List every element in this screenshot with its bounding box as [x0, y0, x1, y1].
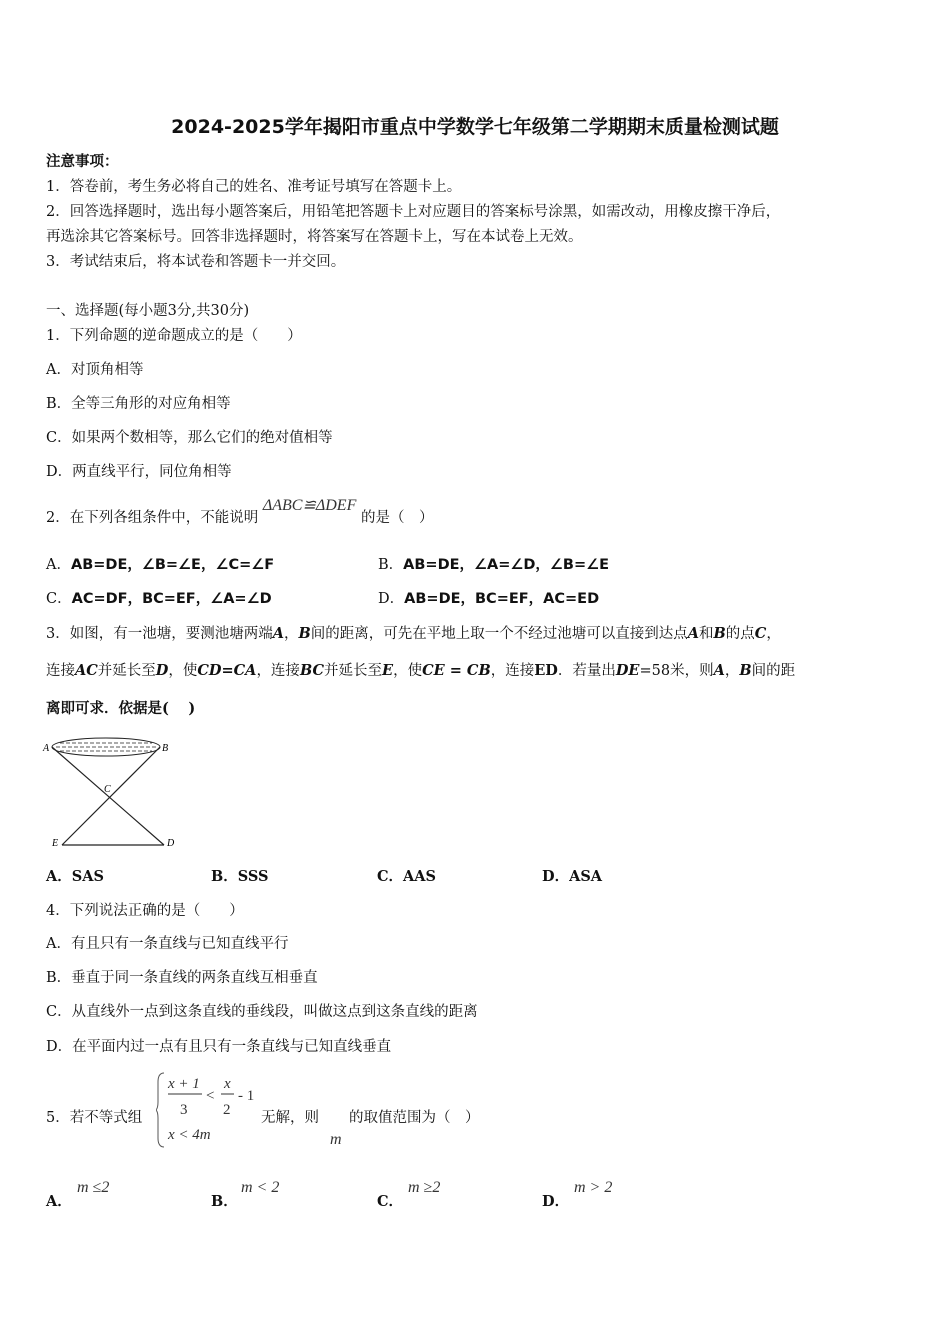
system-brace: [156, 1073, 164, 1147]
q4-option-a: A．有且只有一条直线与已知直线平行: [46, 936, 289, 952]
q4-option-b: B．垂直于同一条直线的两条直线互相垂直: [46, 970, 318, 986]
ineq1-right-numerator: x: [224, 1076, 231, 1092]
q3-text: 连接: [46, 663, 75, 679]
q1-option-b: B．全等三角形的对应角相等: [46, 396, 231, 412]
q2-option-a: [46, 555, 274, 575]
q2-option-d-label: D．: [378, 591, 405, 607]
q5-option-a: m ≤2: [77, 1179, 110, 1196]
q3-text: 的点: [725, 626, 755, 642]
q3-point-e: E: [382, 662, 394, 679]
ineq2: x < 4m: [168, 1127, 211, 1143]
q1-option-d: D．两直线平行，同位角相等: [46, 464, 232, 480]
q3-segment-de: DE: [615, 662, 640, 679]
q2-option-b-text: AB=DE，∠A=∠D，∠B=∠E: [403, 557, 610, 573]
q3-line-1: [46, 624, 781, 644]
label-b: B: [162, 743, 169, 754]
ineq1-right-denominator: 2: [223, 1102, 231, 1118]
q3-text: 3．如图，有一池塘，要测池塘两端: [46, 626, 273, 642]
notice-heading: 注意事项：: [46, 153, 119, 170]
q5-option-d: m > 2: [574, 1179, 613, 1196]
segment-be: [62, 747, 160, 845]
notice-item-1: 1．答卷前，考生务必将自己的姓名、准考证号填写在答题卡上。: [46, 179, 462, 195]
q4-option-c: C．从直线外一点到这条直线的垂线段，叫做这点到这条直线的距离: [46, 1004, 478, 1020]
q2-option-a-label: A．: [46, 557, 71, 573]
q3-point-c: C: [754, 625, 767, 642]
q3-text: ，连接: [490, 663, 535, 679]
q2-option-b: [378, 555, 609, 575]
q2-option-c-text: AC=DF，BC=EF，∠A=∠D: [71, 591, 272, 607]
ineq1-tail: - 1: [238, 1088, 255, 1104]
notice-item-3: 3．考试结束后，将本试卷和答题卡一并交回。: [46, 254, 346, 270]
q3-text: 间的距: [751, 663, 796, 679]
q3-text: ，使: [168, 663, 198, 679]
q5-stem-post: 的取值范围为（ ）: [349, 1110, 480, 1126]
q3-point-a: A: [687, 625, 700, 642]
q5-option-b: m < 2: [241, 1179, 280, 1196]
q3-text: ，: [284, 626, 299, 642]
q3-text: 并延长至: [324, 663, 383, 679]
q3-option-b: B．SSS: [211, 868, 269, 885]
q4-option-d: D．在平面内过一点有且只有一条直线与已知直线垂直: [46, 1039, 392, 1055]
q3-option-d: D．ASA: [542, 868, 603, 885]
q3-text: 和: [699, 626, 714, 642]
q3-option-a: A．SAS: [46, 868, 104, 885]
q3-line-3: 离即可求．依据是( ): [46, 700, 196, 717]
section-heading: 一、选择题(每小题3分,共30分): [46, 303, 250, 319]
label-e: E: [52, 838, 59, 849]
q2-stem-post: 的是（ ）: [360, 510, 434, 526]
q3-point-b: B: [739, 662, 752, 679]
q3-text: ，连接: [256, 663, 300, 679]
q5-option-b-label: B．: [211, 1193, 238, 1210]
q3-point-d: D: [155, 662, 169, 679]
q5-stem-mid: 无解，则: [261, 1110, 319, 1126]
q3-text: 间的距离，可先在平地上取一个不经过池塘可以直接到达点: [310, 626, 688, 642]
q5-option-c-label: C．: [377, 1193, 404, 1210]
q2-congruence-math: ΔABC≌ΔDEF: [262, 497, 357, 514]
q1-option-a: A．对顶角相等: [46, 362, 144, 378]
notice-item-2b: 再选涂其它答案标号。回答非选择题时，将答案写在答题卡上，写在本试卷上无效。: [46, 229, 583, 245]
q3-point-a: A: [713, 662, 725, 679]
q3-point-a: A: [272, 625, 284, 642]
q3-segment-ed: ED: [534, 662, 558, 679]
q5-option-d-label: D．: [542, 1193, 570, 1210]
q3-text: ，使: [393, 663, 423, 679]
ineq1-less-than: <: [206, 1088, 215, 1104]
segment-ad: [52, 747, 164, 845]
q3-text: 并延长至: [97, 663, 156, 679]
ineq1-denominator: 3: [180, 1102, 188, 1118]
q5-option-a-label: A．: [46, 1193, 72, 1210]
q1-stem: 1．下列命题的逆命题成立的是（ ）: [46, 328, 302, 344]
q3-segment-bc: BC: [299, 662, 325, 679]
ineq1-numerator: x + 1: [168, 1076, 200, 1092]
q3-option-c: C．AAS: [377, 868, 437, 885]
page-title: 2024-2025学年揭阳市重点中学数学七年级第二学期期末质量检测试题: [171, 116, 779, 138]
q4-stem: 4．下列说法正确的是（ ）: [46, 903, 244, 919]
q5-option-c: m ≥2: [408, 1179, 441, 1196]
q5-stem-pre: 5．若不等式组: [46, 1110, 143, 1126]
q2-option-c-label: C．: [46, 591, 72, 607]
label-d: D: [167, 838, 175, 849]
q5-inequality-system: [156, 1070, 260, 1150]
pond-triangle-figure: [40, 736, 180, 852]
q2-stem: [46, 497, 434, 528]
label-a: A: [43, 743, 50, 754]
q2-option-a-text: AB=DE，∠B=∠E，∠C=∠F: [70, 557, 275, 573]
q3-equation-cd-ca: CD=CA: [197, 662, 257, 679]
q3-text: ，: [766, 626, 781, 642]
q3-text: ，: [724, 663, 740, 679]
q2-option-d: [378, 589, 599, 609]
q3-point-b: B: [298, 625, 311, 642]
q3-segment-ac: AC: [75, 662, 98, 679]
q5-variable-m: m: [330, 1131, 342, 1148]
q1-option-c: C．如果两个数相等，那么它们的绝对值相等: [46, 430, 333, 446]
q3-line-2: [46, 661, 795, 681]
q3-equation-ce-cb: CE = CB: [422, 662, 491, 679]
label-c: C: [104, 784, 111, 795]
q2-stem-pre: 2．在下列各组条件中，不能说明: [46, 510, 259, 526]
q3-text: =58米，则: [639, 663, 714, 679]
notice-item-2a: 2．回答选择题时，选出每小题答案后，用铅笔把答题卡上对应题目的答案标号涂黑，如需改动，用橡皮擦干净后，: [46, 204, 781, 220]
q3-point-b: B: [713, 625, 726, 642]
q2-option-c: [46, 589, 272, 609]
q2-option-b-label: B．: [378, 557, 404, 573]
q3-text: ．若量出: [557, 663, 616, 679]
q2-option-d-text: AB=DE，BC=EF，AC=ED: [404, 591, 600, 607]
